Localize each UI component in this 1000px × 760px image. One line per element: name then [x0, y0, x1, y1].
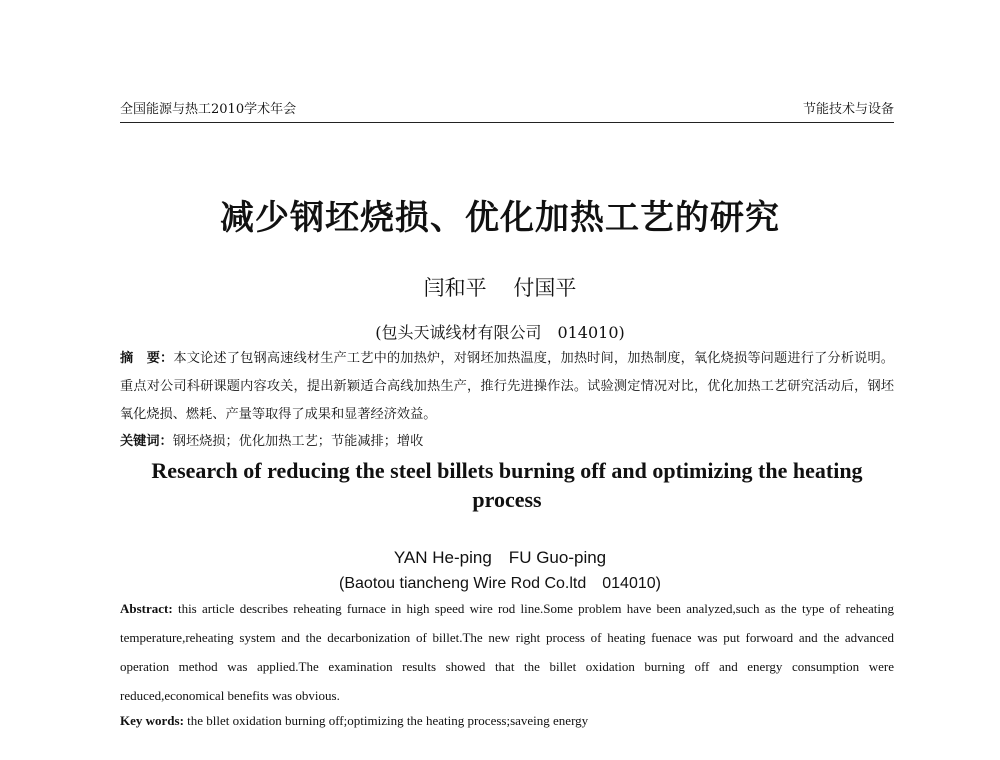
header-section: 节能技术与设备: [802, 102, 894, 117]
chinese-authors: 闫和平 付国平: [423, 276, 577, 300]
chinese-keywords-text: 钢坯烧损；优化加热工艺；节能减排；增收: [172, 434, 424, 449]
chinese-abstract: [120, 345, 894, 429]
chinese-affiliation: (包头天诚线材有限公司 014010): [375, 323, 625, 342]
english-authors: YAN He-ping FU Guo-ping: [393, 548, 607, 567]
chinese-title: 减少钢坯烧损、优化加热工艺的研究: [220, 198, 780, 238]
chinese-keywords-label: 关键词：: [120, 434, 173, 449]
english-affiliation: (Baotou tiancheng Wire Rod Co.ltd 014010): [339, 575, 661, 592]
english-keywords: [120, 710, 894, 732]
english-keywords-label: Key words:: [120, 713, 184, 728]
english-title: Research of reducing the steel billets burning off and optimizing the heating process: [151, 458, 863, 512]
english-abstract-text: this article describes reheating furnace in high speed wire rod line.Some problem have been analyzed,such as the type of reheating temperature,reheating system and the decarbonization of billet.The new right process of heating fuenace was put forwoard and the advanced operation method was applied.The examination results showed that the billet oxidation burning off and energy consumption were reduced,economical benefits was obvious.: [120, 601, 894, 703]
chinese-keywords: [120, 430, 894, 454]
english-abstract-label: Abstract:: [120, 601, 173, 616]
english-keywords-text: the bllet oxidation burning off;optimizing the heating process;saveing energy: [183, 713, 589, 728]
header-conference: 全国能源与热工2010学术年会: [120, 102, 297, 117]
chinese-abstract-label: 摘 要：: [120, 351, 174, 366]
english-abstract: [120, 594, 894, 710]
running-header: [120, 100, 894, 123]
chinese-abstract-text: 本文论述了包钢高速线材生产工艺中的加热炉，对钢坯加热温度，加热时间，加热制度，氧化烧损等问题进行了分析说明。重点对公司科研课题内容攻关，提出新颖适合高线加热生产，推行先进操作法。试验测定情况对比，优化加热工艺研究活动后，钢坯氧化烧损、燃耗、产量等取得了成果和显著经济效益。: [120, 351, 894, 422]
